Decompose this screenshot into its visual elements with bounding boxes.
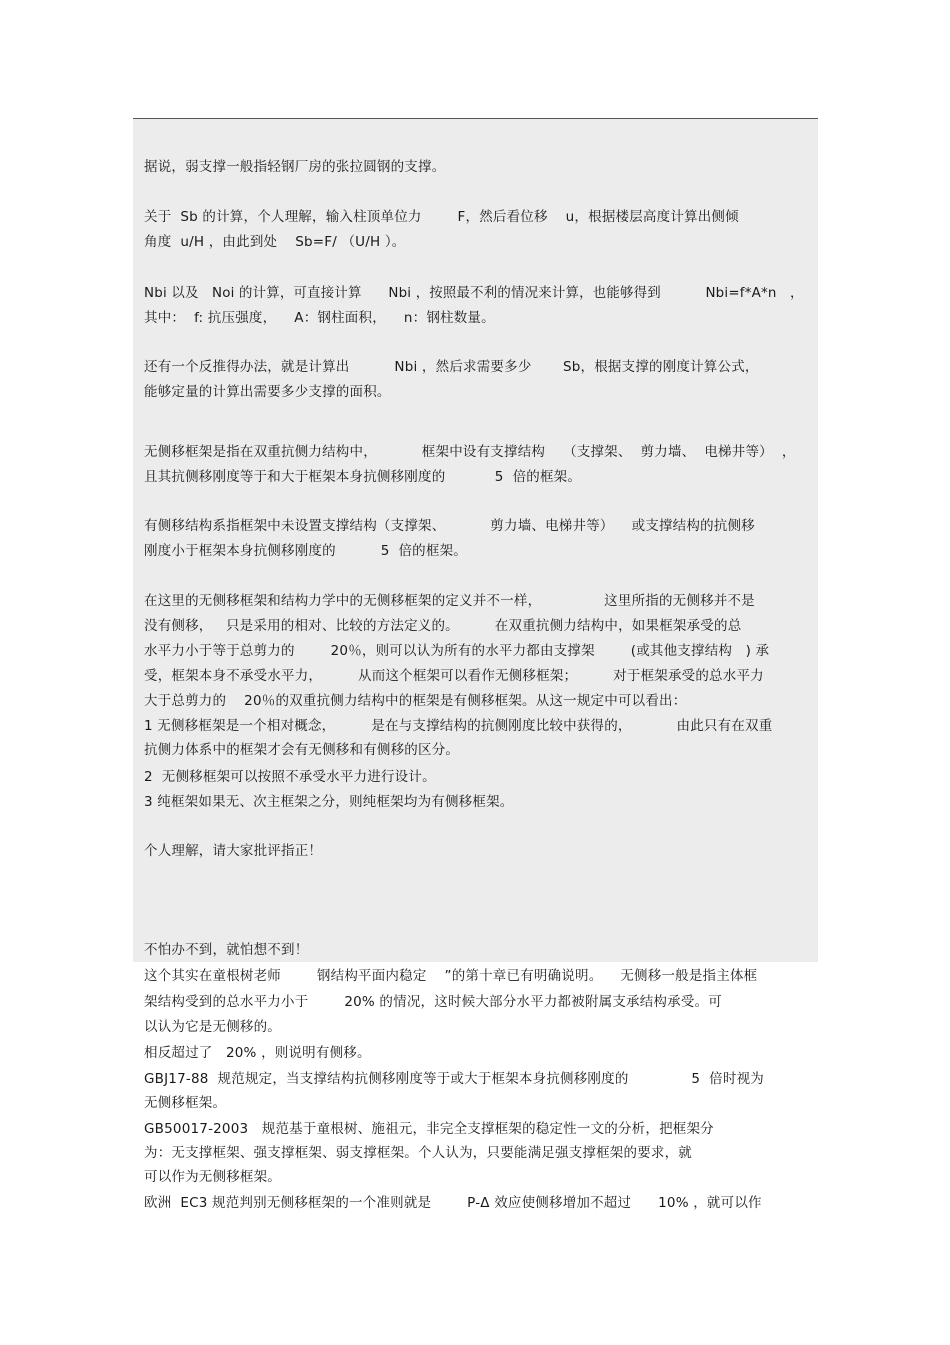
quote-line: 还有一个反推得办法，就是计算出 Nbi ，然后求需要多少 Sb，根据支撑的刚度计算公式， (144, 359, 759, 375)
reply-line: 以认为它是无侧移的。 (144, 1019, 281, 1035)
quote-line: 个人理解，请大家批评指正！ (144, 843, 323, 859)
quote-line: 且其抗侧移刚度等于和大于框架本身抗侧移刚度的 5 倍的框架。 (144, 469, 582, 485)
quote-line: 在这里的无侧移框架和结构力学中的无侧移框架的定义并不一样， 这里所指的无侧移并不是 (144, 593, 755, 609)
quote-line: 刚度小于框架本身抗侧移刚度的 5 倍的框架。 (144, 543, 467, 559)
quote-line: 据说，弱支撑一般指轻钢厂房的张拉圆钢的支撑。 (144, 159, 446, 175)
quote-line: 水平力小于等于总剪力的 20％，则可以认为所有的水平力都由支撑架 (或其他支撑结构 ) 承 (144, 643, 770, 659)
quote-line: Nbi 以及 Noi 的计算，可直接计算 Nbi ，按照最不利的情况来计算，也能够得到 Nbi=f*A*n ， (144, 285, 804, 301)
quote-line: 无侧移框架是指在双重抗侧力结构中， 框架中设有支撑结构 （支撑架、 剪力墙、 电梯井等） ， (144, 444, 796, 460)
quote-line: 1 无侧移框架是一个相对概念， 是在与支撑结构的抗侧刚度比较中获得的， 由此只有在双重 (144, 718, 773, 734)
quote-line: 没有侧移， 只是采用的相对、比较的方法定义的。 在双重抗侧力结构中，如果框架承受的总 (144, 618, 742, 634)
quote-line: 关于 Sb 的计算，个人理解，输入柱顶单位力 F，然后看位移 u，根据楼层高度计算出侧倾 (144, 209, 739, 225)
quote-line: 能够定量的计算出需要多少支撑的面积。 (144, 384, 391, 400)
reply-line: 架结构受到的总水平力小于 20% 的情况，这时候大部分水平力都被附属支承结构承受。可 (144, 994, 722, 1010)
reply-line: 为：无支撑框架、强支撑框架、弱支撑框架。个人认为，只要能满足强支撑框架的要求，就 (144, 1145, 692, 1161)
quote-line: 大于总剪力的 20％的双重抗侧力结构中的框架是有侧移框架。从这一规定中可以看出： (144, 693, 687, 709)
quote-line: 抗侧力体系中的框架才会有无侧移和有侧移的区分。 (144, 742, 460, 758)
reply-line: 可以作为无侧移框架。 (144, 1169, 281, 1185)
quote-line: 角度 u/H ，由此到处 Sb=F/ （U/H ）。 (144, 234, 406, 250)
reply-line: GBJ17-88 规范规定，当支撑结构抗侧移刚度等于或大于框架本身抗侧移刚度的 5 倍时视为 (144, 1071, 764, 1087)
quote-line: 受，框架本身不承受水平力， 从而这个框架可以看作无侧移框架； 对于框架承受的总水平力 (144, 668, 764, 684)
reply-line: 欧洲 EC3 规范判别无侧移框架的一个准则就是 P-Δ 效应使侧移增加不超过 10% ，就可以作 (144, 1195, 762, 1211)
quote-signature: 不怕办不到，就怕想不到！ (144, 942, 309, 958)
reply-line: 相反超过了 20% ，则说明有侧移。 (144, 1045, 371, 1061)
quote-line: 2 无侧移框架可以按照不承受水平力进行设计。 (144, 769, 436, 785)
reply-line: 无侧移框架。 (144, 1095, 227, 1111)
quote-line: 其中： f: 抗压强度， A：钢柱面积， n：钢柱数量。 (144, 310, 495, 326)
quote-line: 有侧移结构系指框架中未设置支撑结构（支撑架、 剪力墙、电梯井等） 或支撑结构的抗侧移 (144, 518, 755, 534)
reply-line: 这个其实在童根树老师 钢结构平面内稳定 ”的第十章已有明确说明。 无侧移一般是指主体框 (144, 968, 758, 984)
reply-line: GB50017-2003 规范基于童根树、施祖元，非完全支撑框架的稳定性一文的分析，把框架分 (144, 1121, 714, 1137)
quote-line: 3 纯框架如果无、次主框架之分，则纯框架均为有侧移框架。 (144, 794, 514, 810)
